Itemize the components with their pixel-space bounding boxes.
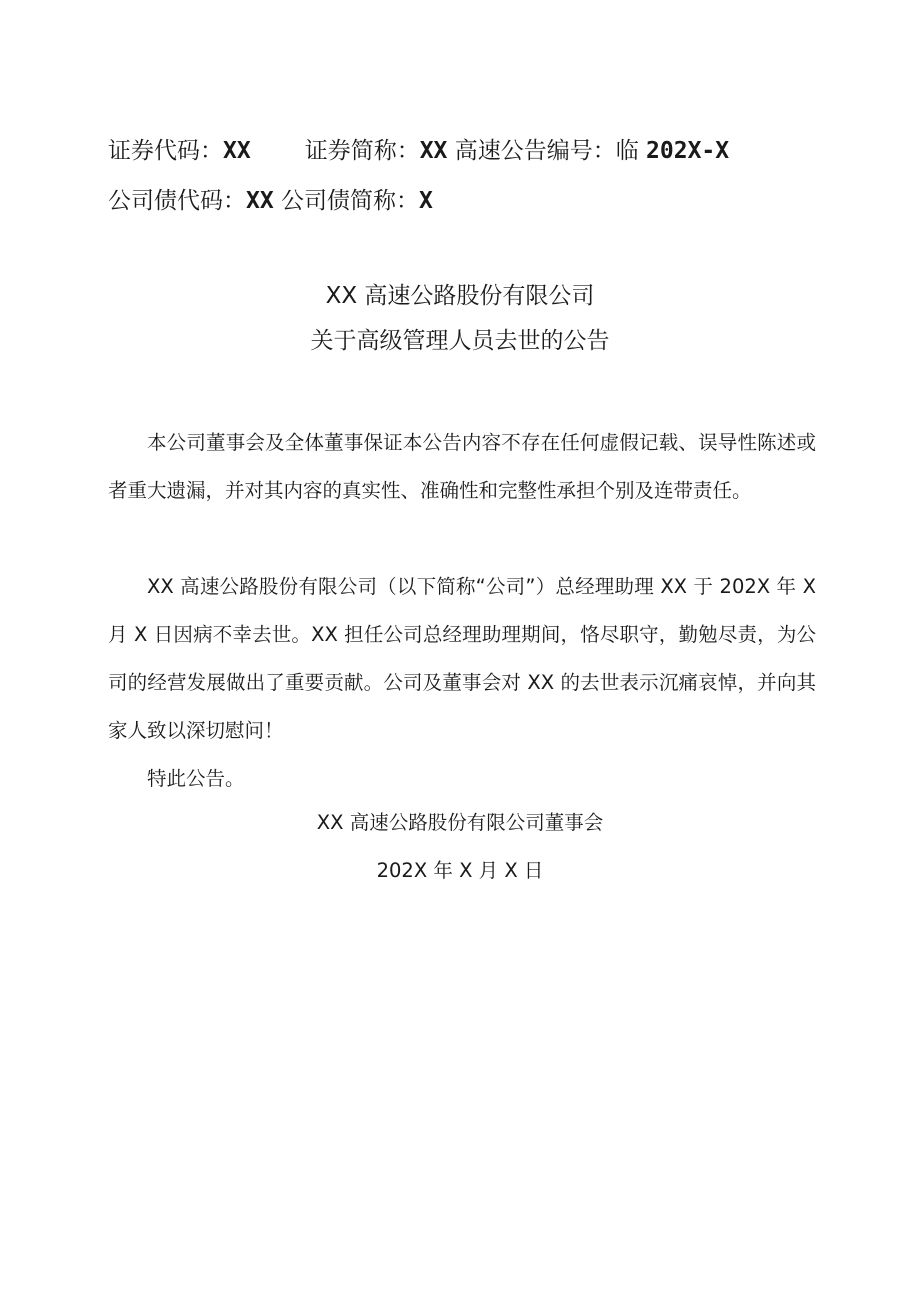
disclaimer-text: 本公司董事会及全体董事保证本公告内容不存在任何虚假记载、误导性陈述或者重大遗漏，并对其内容的真实性、准确性和完整性承担个别及连带责任。 [108,431,816,502]
bond-code-label: 公司债代码： [108,188,246,214]
main-paragraph [108,563,816,755]
bond-abbr-label: 公司债简称： [281,188,420,214]
stock-abbr-value: XX [419,138,448,164]
company-title: XX 高速公路股份有限公司 [325,283,595,309]
main-text: XX 高速公路股份有限公司（以下简称“公司”）总经理助理 XX 于 202X 年 X 月 X 日因病不幸去世。XX 担任公司总经理助理期间，恪尽职守，勤勉尽责，为公司的经营发展做出了重要贡献。公司及董事会对 XX 的去世表示沉痛哀悼，并向其家人致以深切慰问！ [108,575,816,742]
announcement-subject: 关于高级管理人员去世的公告 [310,328,610,354]
security-info-line [108,136,729,166]
stock-code-value: XX [223,138,251,164]
closing-paragraph [108,755,816,803]
stock-code-label: 证券代码： [108,138,223,164]
stock-abbr-label: 证券简称： [304,138,420,164]
bond-info-line [108,186,433,216]
announcement-date: 202X 年 X 月 X 日 [376,859,544,882]
bond-code-value: XX [246,188,274,214]
stock-abbr-suffix: 高速公告编号：临 [454,138,639,164]
disclaimer-paragraph [108,419,816,515]
bond-abbr-value: X [419,188,433,214]
announcement-number: 202X-X [646,138,730,164]
board-signature: XX 高速公路股份有限公司董事会 [316,811,604,834]
closing-text: 特此公告。 [147,767,245,790]
